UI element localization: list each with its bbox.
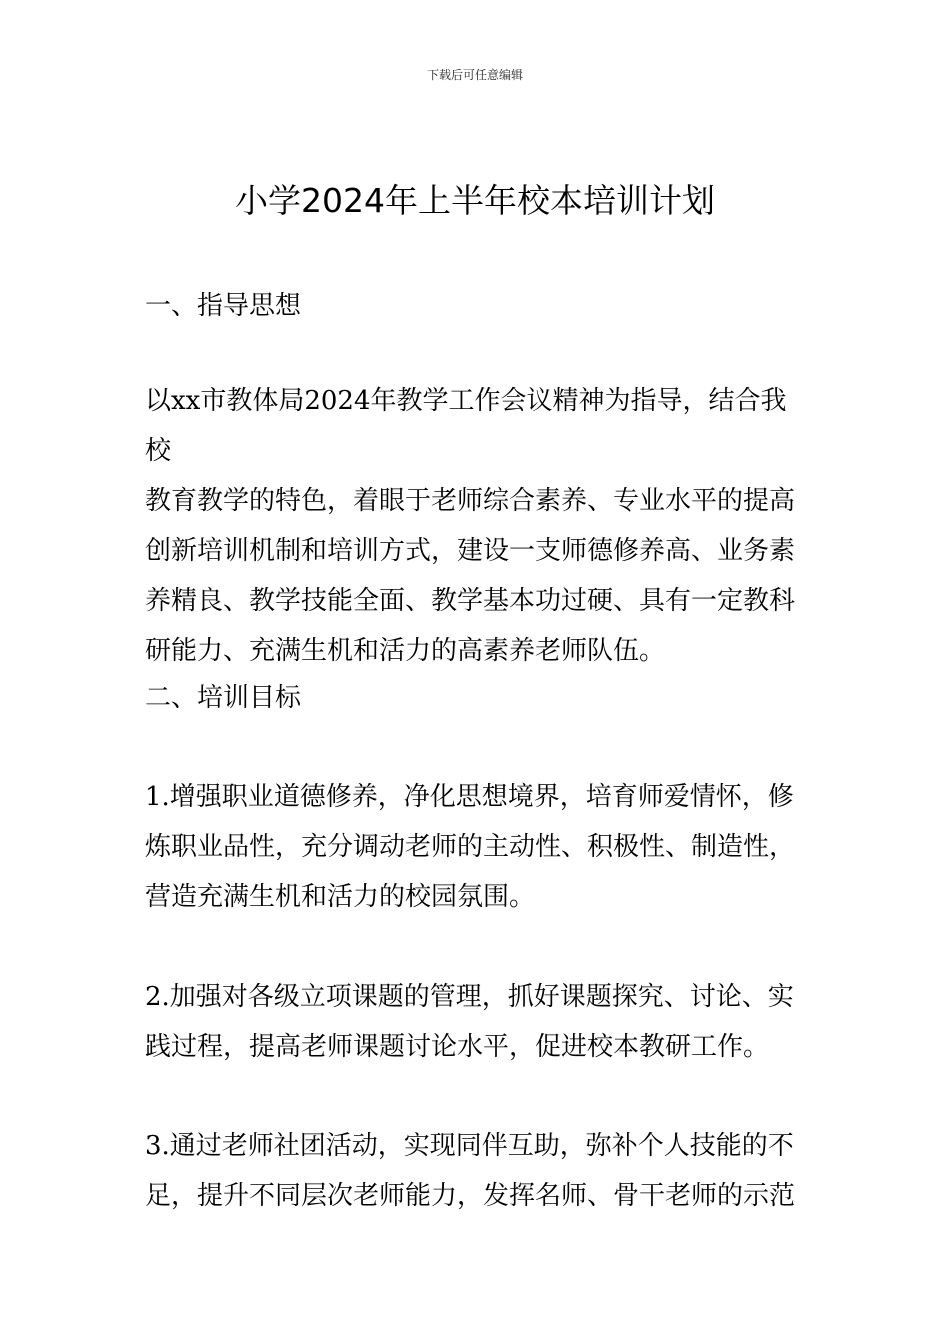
paragraph-goal-2: 2.加强对各级立项课题的管理，抓好课题探究、讨论、实 践过程，提高老师课题讨论水平，促进校本教研工作。: [145, 982, 794, 1062]
header-note: 下载后可任意编辑: [426, 68, 523, 82]
document-title: 小学2024年上半年校本培训计划: [235, 181, 715, 220]
section-heading-guiding-ideology: 一、指导思想: [145, 291, 302, 321]
paragraph-goal-1: 1.增强职业道德修养，净化思想境界，培育师爱情怀，修 炼职业品性，充分调动老师的主动性、积极性、制造性， 营造充满生机和活力的校园氛围。: [145, 782, 796, 912]
section-heading-training-goals: 二、培训目标: [145, 683, 302, 713]
paragraph-goal-3: 3.通过老师社团活动，实现同伴互助，弥补个人技能的不 足，提升不同层次老师能力，发挥名师、骨干老师的示范: [145, 1131, 796, 1211]
paragraph-guiding-ideology: 以xx市教体局2024年教学工作会议精神为指导，结合我校 教育教学的特色，着眼于老师综合素养、专业水平的提高 创新培训机制和培训方式，建设一支师德修养高、业务素 养精良、教学技能全面、教学基本功过硬、具有一定教科 研能力、充满生机和活力的高素养老师队伍。: [145, 386, 796, 666]
